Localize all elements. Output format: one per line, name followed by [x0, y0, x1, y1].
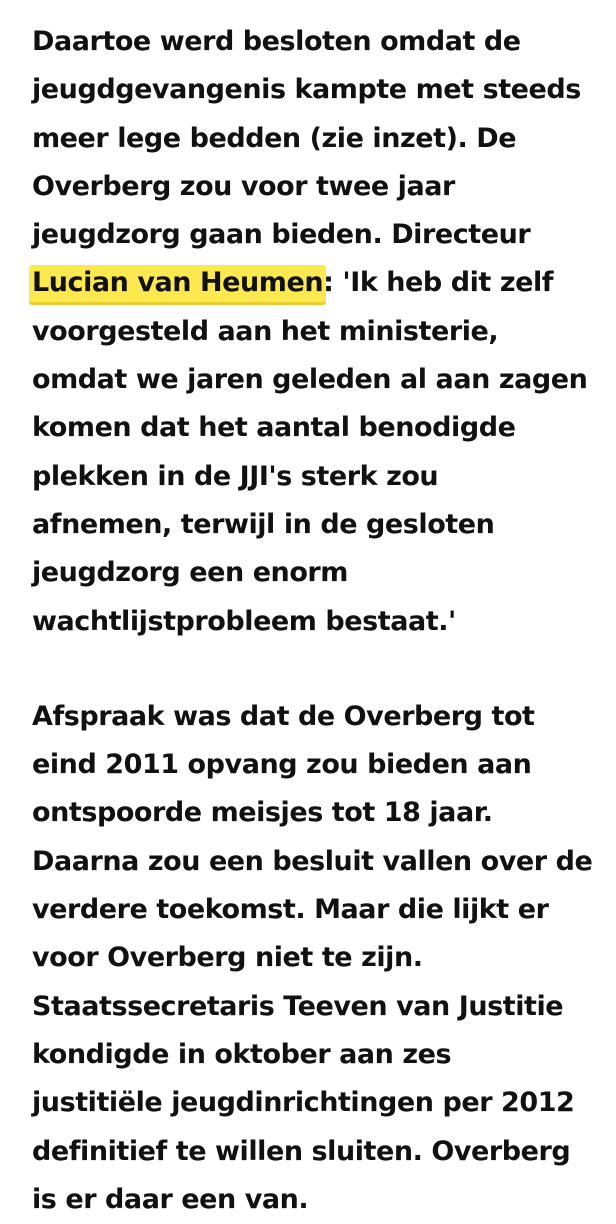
text-line: definitief te willen sluiten. Overberg — [32, 1135, 571, 1167]
article-body — [32, 18, 612, 1224]
text-line — [32, 259, 612, 307]
text-line: Overberg zou voor twee jaar — [32, 170, 455, 202]
text-line: plekken in de JJI's sterk zou — [32, 460, 439, 492]
text-line: Daartoe werd besloten omdat de — [32, 26, 521, 57]
text-line: kondigde in oktober aan zes — [32, 1038, 452, 1070]
text-line: ontspoorde meisjes tot 18 jaar. — [32, 797, 493, 829]
paragraph-1 — [32, 18, 612, 646]
text-line: wachtlijstprobleem bestaat.' — [32, 605, 456, 637]
text-line: verdere toekomst. Maar die lijkt er — [32, 894, 549, 926]
text-line: omdat we jaren geleden al aan zagen — [32, 364, 588, 396]
text-line: Afspraak was dat de Overberg tot — [32, 700, 535, 732]
text-line: jeugdzorg gaan bieden. Directeur — [32, 219, 531, 251]
paragraph-2 — [32, 693, 612, 1224]
text-line: komen dat het aantal benodigde — [32, 412, 516, 444]
text-line: justitiële jeugdinrichtingen per 2012 — [32, 1087, 575, 1119]
text-line: afnemen, terwijl in de gesloten — [32, 508, 495, 540]
quote-start: : 'Ik heb dit zelf — [323, 267, 554, 299]
text-line: voor Overberg niet te zijn. — [32, 942, 423, 974]
text-line: jeugdzorg een enorm — [32, 557, 348, 589]
text-line: voorgesteld aan het ministerie, — [32, 315, 499, 347]
text-line: Staatssecretaris Teeven van Justitie — [32, 990, 564, 1022]
text-line: eind 2011 opvang zou bieden aan — [32, 749, 532, 781]
text-line: Daarna zou een besluit vallen over de — [32, 845, 593, 877]
text-line: jeugdgevangenis kampte met steeds — [32, 74, 581, 106]
text-line: meer lege bedden (zie inzet). De — [32, 122, 517, 154]
highlighted-name[interactable]: Lucian van Heumen — [29, 265, 326, 305]
text-line: is er daar een van. — [32, 1183, 309, 1215]
